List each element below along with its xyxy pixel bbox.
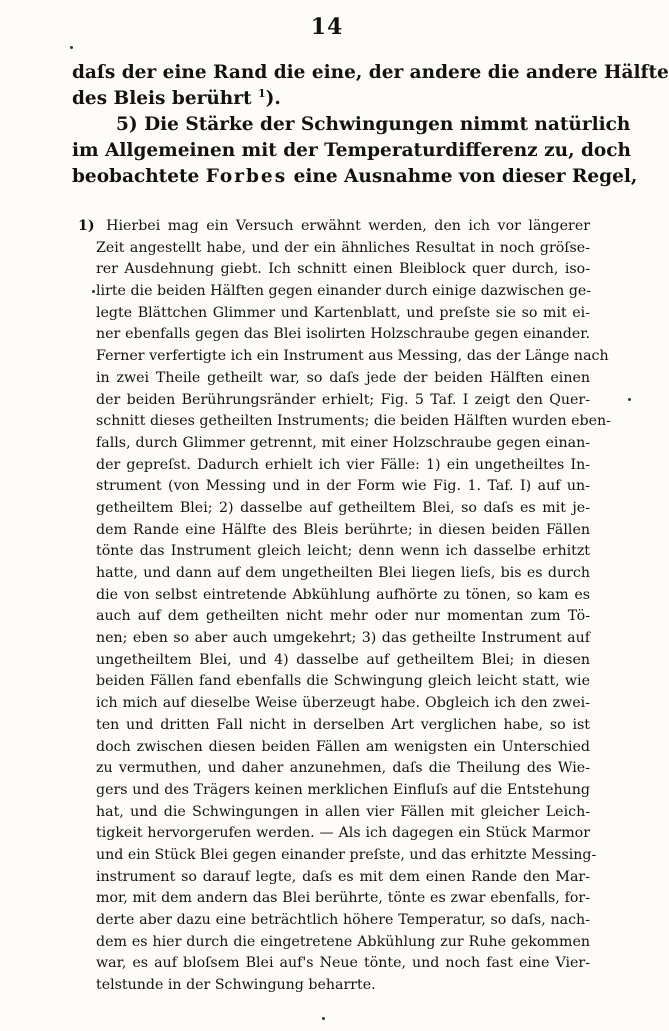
footnote-line: dem es hier durch die eingetretene Abkühlung zur Ruhe gekommen	[96, 933, 590, 950]
footnote-line: lirte die beiden Hälften gegen einander durch einige dazwischen ge-	[96, 283, 592, 300]
footnote-line: Zeit angestellt habe, und der ein ähnliches Resultat in noch gröſse-	[96, 239, 590, 256]
footnote-line: auch auf dem getheilten nicht mehr oder nur momentan zum Tö-	[96, 608, 590, 625]
footnote-line: dem Rande eine Hälfte des Bleis berührte; in diesen beiden Fällen	[96, 521, 590, 538]
footnote-line: der beiden Berührungsränder erhielt; Fig. 5 Taf. I zeigt den Quer-	[96, 391, 590, 408]
footnote-line: ungetheiltem Blei, und 4) dasselbe auf getheiltem Blei; in diesen	[96, 651, 590, 668]
footnote-line	[78, 216, 590, 238]
footnote-line: mor, mit dem andern das Blei berührte, tönte es zwar ebenfalls, for-	[96, 890, 590, 907]
footnote-line: der gepreſst. Dadurch erhielt ich vier Fälle: 1) ein ungetheiltes In-	[96, 456, 590, 473]
footnote-line: rer Ausdehnung giebt. Ich schnitt einen Bleiblock quer durch, iso-	[96, 261, 590, 278]
print-speck	[322, 1017, 325, 1020]
main-line: daſs der eine Rand die eine, der andere die andere Hälfte	[72, 62, 669, 83]
main-text	[72, 60, 669, 190]
footnote-line: ner ebenfalls gegen das Blei isolirten Holzschraube gegen einander.	[96, 326, 590, 343]
main-line: 5) Die Stärke der Schwingungen nimmt natürlich	[116, 114, 631, 135]
main-line-tail: ).	[265, 88, 281, 109]
author-name: Forbes	[205, 166, 288, 187]
print-speck	[70, 46, 73, 49]
footnote-line: telstunde in der Schwingung beharrte.	[96, 977, 376, 994]
footnote-line: getheiltem Blei; 2) dasselbe auf getheiltem Blei, so daſs es mit je-	[96, 499, 590, 516]
footnote-line: Ferner verfertigte ich ein Instrument aus Messing, das der Länge nach	[96, 348, 609, 365]
footnote-line: beiden Fällen fand ebenfalls die Schwingung gleich leicht statt, wie	[96, 673, 590, 690]
footnote-line: tönte das Instrument gleich leicht; denn wenn ich dasselbe erhitzt	[96, 543, 590, 560]
footnote-line: hatte, und dann auf dem ungetheilten Blei liegen lieſs, bis es durch	[96, 565, 590, 581]
footnote-line: war, es auf bloſsem Blei auf's Neue tönte, und noch fast eine Vier-	[96, 955, 590, 972]
main-line-text: eine Ausnahme von dieser Regel,	[293, 166, 638, 187]
footnote-line: gers und des Trägers keinen merklichen Einfluſs auf die Entstehung	[96, 781, 590, 798]
main-line	[72, 86, 592, 112]
footnote-reference[interactable]: 1	[257, 86, 266, 100]
footnote-line: derte aber dazu eine beträchtlich höhere Temperatur, so daſs, nach-	[96, 912, 590, 928]
footnote-line: doch zwischen diesen beiden Fällen am wenigsten ein Unterschied	[96, 738, 590, 755]
footnote-line: instrument so darauf legte, daſs es mit dem einen Rande den Mar-	[96, 868, 590, 885]
footnote-line: die von selbst eintretende Abkühlung aufhörte zu tönen, so kam es	[96, 586, 590, 603]
footnote-line: ten und dritten Fall nicht in derselben Art verglichen habe, so ist	[96, 716, 590, 733]
footnote-line: in zwei Theile getheilt war, so daſs jede der beiden Hälften einen	[96, 369, 590, 386]
footnote-line: schnitt dieses getheilten Instruments; die beiden Hälften wurden eben-	[96, 413, 611, 430]
footnote-marker: 1)	[78, 218, 95, 234]
footnote-line: tigkeit hervorgerufen werden. — Als ich dagegen ein Stück Marmor	[96, 825, 590, 842]
footnote-line: hat, und die Schwingungen in allen vier Fällen mit gleicher Leich-	[96, 803, 590, 820]
main-line: im Allgemeinen mit der Temperaturdifferenz zu, doch	[72, 140, 631, 161]
main-line-text: des Bleis berührt	[72, 88, 252, 109]
footnote-text: Hierbei mag ein Versuch erwähnt werden, den ich vor längerer	[106, 218, 590, 234]
footnote-line: und ein Stück Blei gegen einander preſste, und das erhitzte Messing-	[96, 846, 597, 863]
footnote-line: ich mich auf dieselbe Weise überzeugt habe. Obgleich ich den zwei-	[96, 695, 590, 712]
print-speck	[628, 398, 631, 401]
footnote-line: falls, durch Glimmer getrennt, mit einer Holzschraube gegen einan-	[96, 434, 590, 451]
main-line	[72, 164, 638, 190]
print-speck	[92, 290, 95, 293]
footnote-line: strument (von Messing und in der Form wie Fig. 1. Taf. I) auf un-	[96, 478, 590, 495]
footnote-line: zu vermuthen, und daher anzunehmen, daſs die Theilung des Wie-	[96, 760, 590, 777]
footnote-line: nen; eben so aber auch umgekehrt; 3) das getheilte Instrument auf	[96, 630, 590, 647]
footnote-line: legte Blättchen Glimmer und Kartenblatt, und preſste sie so mit ei-	[96, 304, 590, 321]
footnote	[78, 216, 611, 997]
page-number: 14	[310, 14, 344, 40]
main-line-text: beobachtete	[72, 166, 200, 187]
